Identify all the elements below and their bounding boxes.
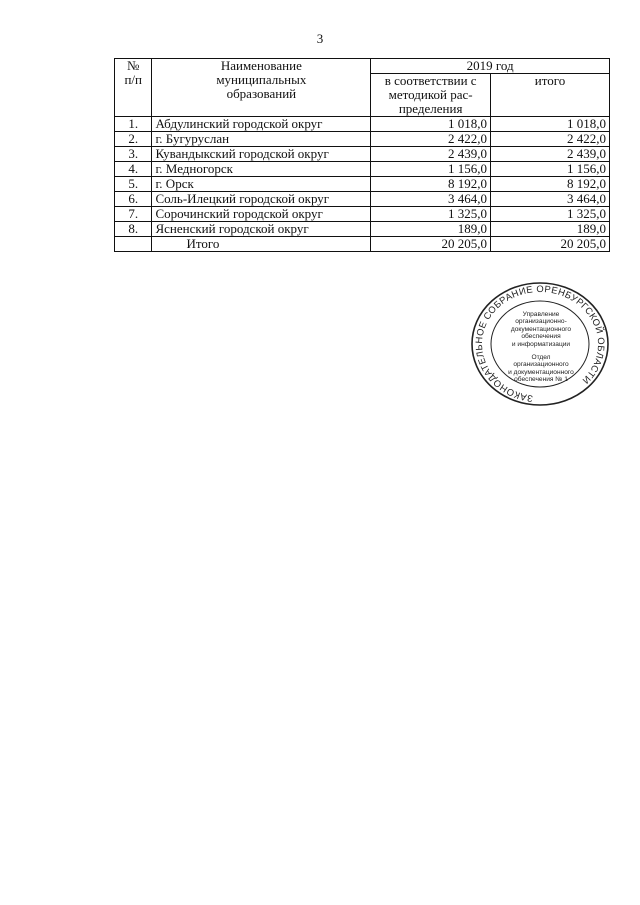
- row-method-value: 3 464,0: [371, 192, 491, 207]
- row-name: Кувандыкский городской округ: [152, 147, 371, 162]
- seal-line: обеспечения № 1: [514, 376, 568, 384]
- seal-line: организационно-: [515, 318, 567, 326]
- row-number: 1.: [115, 117, 152, 132]
- table-row: [115, 177, 610, 192]
- total-total-value: 20 205,0: [491, 237, 610, 252]
- row-number: 3.: [115, 147, 152, 162]
- header-name: Наименование муниципальных образований: [152, 59, 371, 117]
- table-row: [115, 162, 610, 177]
- row-method-value: 1 018,0: [371, 117, 491, 132]
- row-number: 4.: [115, 162, 152, 177]
- row-name: г. Медногорск: [152, 162, 371, 177]
- row-method-value: 2 439,0: [371, 147, 491, 162]
- row-total-value: 3 464,0: [491, 192, 610, 207]
- row-method-value: 1 156,0: [371, 162, 491, 177]
- row-total-value: 189,0: [491, 222, 610, 237]
- table-row: [115, 207, 610, 222]
- row-number: 5.: [115, 177, 152, 192]
- row-total-value: 8 192,0: [491, 177, 610, 192]
- seal-line: и документационного: [508, 368, 574, 376]
- header-total: итого: [491, 74, 610, 117]
- seal-line: обеспечения: [521, 333, 561, 341]
- row-name: Соль-Илецкий городской округ: [152, 192, 371, 207]
- seal-line: Отдел организационного: [513, 354, 569, 369]
- seal-inner-text: [504, 311, 578, 384]
- row-name: г. Орск: [152, 177, 371, 192]
- row-method-value: 189,0: [371, 222, 491, 237]
- page-number: 3: [316, 31, 324, 46]
- row-total-value: 1 156,0: [491, 162, 610, 177]
- row-total-value: 1 325,0: [491, 207, 610, 222]
- table-row: [115, 222, 610, 237]
- row-name: г. Бугуруслан: [152, 132, 371, 147]
- total-row-number: [115, 237, 152, 252]
- row-total-value: 1 018,0: [491, 117, 610, 132]
- total-label: Итого: [152, 237, 371, 252]
- total-row: [115, 237, 610, 252]
- row-total-value: 2 422,0: [491, 132, 610, 147]
- header-num: № п/п: [115, 59, 152, 117]
- total-method-value: 20 205,0: [371, 237, 491, 252]
- header-method: в соответствии с методикой рас- пределения: [371, 74, 491, 117]
- table-row: [115, 192, 610, 207]
- row-method-value: 8 192,0: [371, 177, 491, 192]
- row-number: 8.: [115, 222, 152, 237]
- official-seal-stamp: [470, 281, 610, 407]
- row-name: Абдулинский городской округ: [152, 117, 371, 132]
- row-number: 7.: [115, 207, 152, 222]
- seal-line: Управление: [522, 311, 560, 318]
- row-total-value: 2 439,0: [491, 147, 610, 162]
- seal-ring-text: ЗАКОНОДАТЕЛЬНОЕ СОБРАНИЕ ОРЕНБУРГСКОЙ ОБЛАСТИ: [472, 282, 608, 405]
- distribution-table: [114, 58, 610, 252]
- seal-line: документационного: [510, 325, 572, 333]
- row-number: 2.: [115, 132, 152, 147]
- seal-line: и информатизации: [511, 340, 571, 348]
- table-row: [115, 132, 610, 147]
- table-row: [115, 147, 610, 162]
- row-name: Ясненский городской округ: [152, 222, 371, 237]
- row-method-value: 1 325,0: [371, 207, 491, 222]
- row-method-value: 2 422,0: [371, 132, 491, 147]
- table-row: [115, 117, 610, 132]
- row-number: 6.: [115, 192, 152, 207]
- row-name: Сорочинский городской округ: [152, 207, 371, 222]
- header-year: 2019 год: [371, 59, 610, 74]
